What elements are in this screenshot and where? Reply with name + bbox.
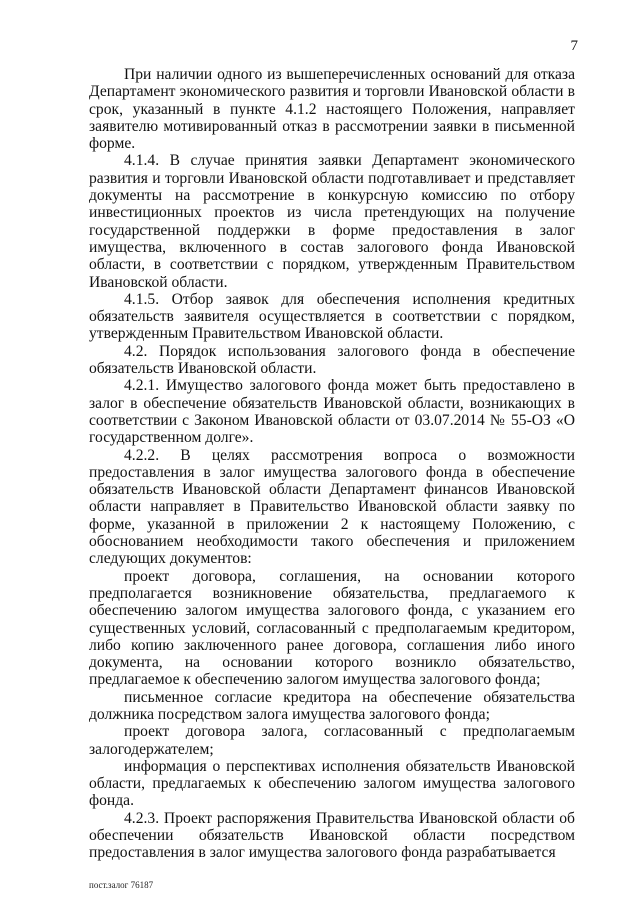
document-body xyxy=(89,66,575,862)
paragraph-4-2-2: 4.2.2. В целях рассмотрения вопроса о возможности предоставления в залог имущества залогового фонда в обеспечение обязательств Ивановской области Департамент финансов Ивановской области направляет в Правительство Ивановской области заявку по форме, указанной в приложении 2 к настоящему Положению, с обоснованием необходимости такого обеспечения и приложением следующих документов: xyxy=(89,446,575,568)
footer-code: пост.залог 76187 xyxy=(89,880,154,890)
paragraph-4-1-5: 4.1.5. Отбор заявок для обеспечения исполнения кредитных обязательств заявителя осуществляется в соответствии с порядком, утвержденным Правительством Ивановской области. xyxy=(89,290,575,343)
paragraph-refusal: При наличии одного из вышеперечисленных оснований для отказа Департамент экономического развития и торговли Ивановской области в срок, указанный в пункте 4.1.2 настоящего Положения, направляет заявителю мотивированный отказ в рассмотрении заявки в письменной форме. xyxy=(89,66,575,153)
paragraph-4-2-3: 4.2.3. Проект распоряжения Правительства Ивановской области об обеспечении обязательств Ивановской области посредством предоставления в залог имущества залогового фонда разрабатывается xyxy=(89,809,575,862)
list-item-prospects-info: информация о перспективах исполнения обязательств Ивановской области, предлагаемых к обеспечению залогом имущества залогового фонда. xyxy=(89,757,575,810)
page-number: 7 xyxy=(570,38,578,54)
paragraph-4-2: 4.2. Порядок использования залогового фонда в обеспечение обязательств Ивановской области. xyxy=(89,342,575,378)
list-item-pledge-draft: проект договора залога, согласованный с предполагаемым залогодержателем; xyxy=(89,723,575,758)
paragraph-4-2-1: 4.2.1. Имущество залогового фонда может быть предоставлено в залог в обеспечение обязательств Ивановской области, возникающих в соответствии с Законом Ивановской области от 03.07.2014 № 55-ОЗ «О государственном долге». xyxy=(89,377,575,447)
list-item-draft-contract: проект договора, соглашения, на основании которого предполагается возникновение обязательства, предлагаемого к обеспечению залогом имущества залогового фонда, с указанием его существенных условий, согласованный с предполагаемым кредитором, либо копию заключенного ранее договора, соглашения либо иного документа, на основании которого возникло обязательство, предлагаемое к обеспечению залогом имущества залогового фонда; xyxy=(89,567,575,689)
paragraph-4-1-4: 4.1.4. В случае принятия заявки Департамент экономического развития и торговли Ивановской области подготавливает и представляет документы на рассмотрение в конкурсную комиссию по отбору инвестиционных проектов из числа претендующих на получение государственной поддержки в форме предоставления в залог имущества, включенного в состав залогового фонда Ивановской области, в соответствии с порядком, утвержденным Правительством Ивановской области. xyxy=(89,152,575,291)
list-item-creditor-consent: письменное согласие кредитора на обеспечение обязательства должника посредством залога имущества залогового фонда; xyxy=(89,688,575,723)
